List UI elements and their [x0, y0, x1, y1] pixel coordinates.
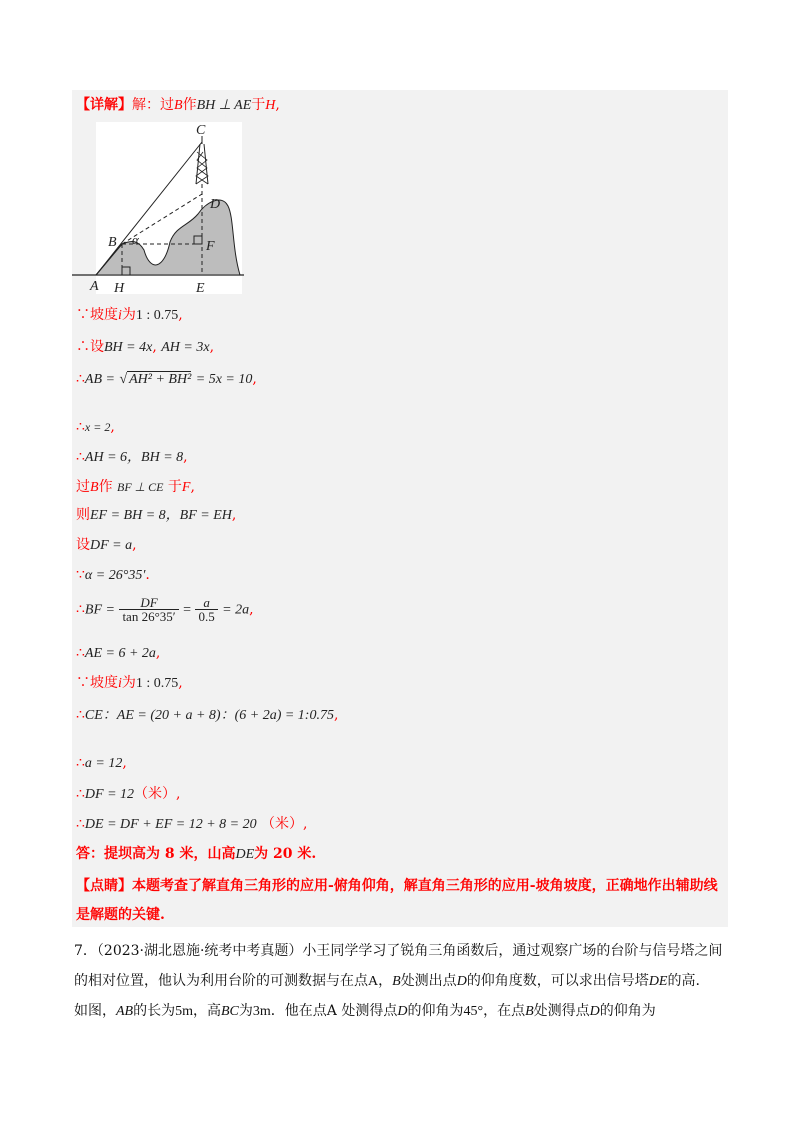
detail-line: 【详解】解：过B作BH ⊥ AE于H, — [76, 97, 280, 113]
solution-line-15: ∴DF = 12（米）, — [76, 786, 181, 802]
solution-line-7: 则EF = BH = 8，BF = EH, — [76, 507, 237, 523]
label-h: H — [114, 281, 125, 294]
solution-line-11: ∴AE = 6 + 2a, — [76, 645, 161, 661]
fraction-df-tan: $\frac{DF}{\tan 26^\circ 35'}$ — [119, 596, 178, 623]
fraction-a-half: $\frac{a}{0.5}$ — [195, 596, 217, 623]
solution-line-6: 过B作 BF ⊥ CE 于F, — [76, 479, 195, 495]
solution-line-5: ∴AH = 6，BH = 8, — [76, 449, 188, 465]
comment-tag: 【点睛】 — [76, 878, 132, 894]
solution-line-9: ∵α = 26°35′. — [76, 567, 150, 583]
solution-line-1: ∵坡度i为1 : 0.75, — [76, 307, 183, 323]
label-d: D — [210, 197, 221, 212]
solution-line-4: ∴x = 2, — [76, 419, 115, 435]
answer-line: 答：提坝高为 8 米，山高DE为 20 米. — [76, 846, 317, 862]
label-b: B — [108, 235, 117, 250]
problem-line-2: 的相对位置，他认为利用台阶的可测数据与在点A，B处测出点D的仰角度数，可以求出信号塔DE的高. — [74, 973, 700, 989]
comment-line-1: 【点睛】本题考查了解直角三角形的应用-俯角仰角，解直角三角形的应用-坡角坡度，正确地作出辅助线 — [76, 878, 718, 894]
solution-line-14: ∴a = 12, — [76, 755, 127, 771]
solution-line-2: ∴设BH = 4x, AH = 3x, — [76, 339, 215, 355]
solution-line-3: ∴AB = √ AH² + BH² = 5x = 10, — [76, 371, 257, 387]
label-e: E — [196, 281, 205, 294]
label-alpha: α — [132, 232, 139, 247]
problem-line-1: 7．（2023·湖北恩施·统考中考真题）小王同学学习了锐角三角函数后，通过观察广场的台阶与信号塔之间 — [74, 943, 723, 959]
solution-line-10: ∴BF = $\frac{DF}{\tan 26^\circ 35'}$ = $\frac{a}{0.5}$ = 2a, — [76, 595, 254, 624]
solution-line-16: ∴DE = DF + EF = 12 + 8 = 20 （米）, — [76, 816, 308, 832]
solution-line-12: ∵坡度i为1 : 0.75, — [76, 675, 183, 691]
label-a: A — [90, 279, 99, 294]
problem-line-3: 如图，AB的长为5m，高BC为3m．他在点A 处测得点D的仰角为45°，在点B处测得点D的仰角为 — [74, 1003, 656, 1019]
label-f: F — [206, 239, 215, 254]
solution-line-8: 设DF = a, — [76, 537, 137, 553]
label-c: C — [196, 123, 206, 138]
comment-line-2: 是解题的关键. — [76, 907, 165, 923]
solution-line-13: ∴CE：AE = (20 + a + 8)：(6 + 2a) = 1:0.75, — [76, 707, 339, 723]
detail-tag: 【详解】 — [76, 97, 132, 113]
geometry-figure — [72, 122, 244, 294]
